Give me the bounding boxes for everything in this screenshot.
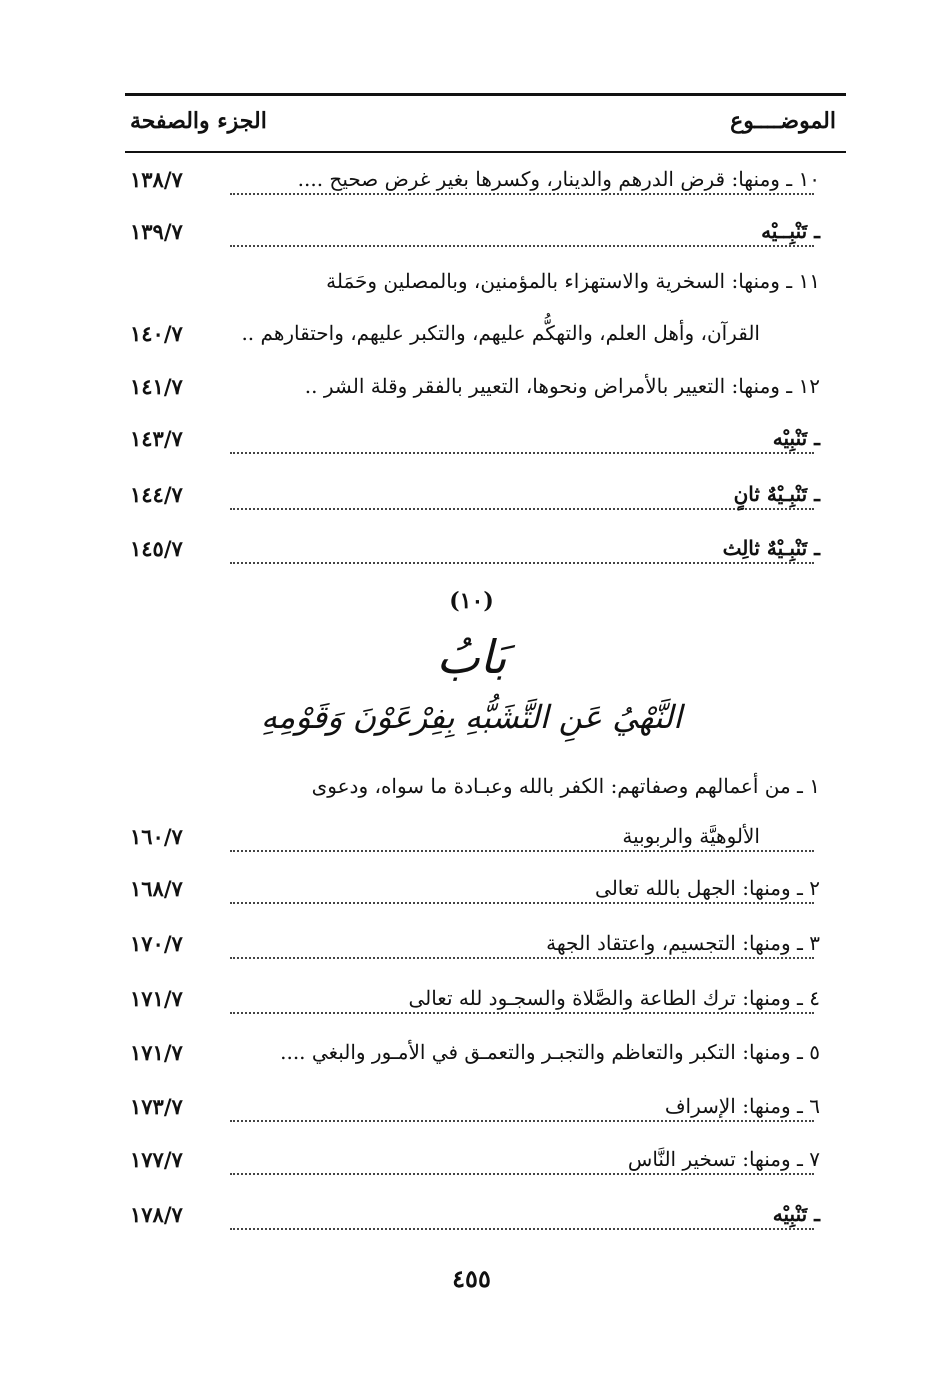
leader-dots — [230, 452, 814, 454]
entry-text: ٥ ـ ومنها: التكبر والتعاظم والتجبـر والتعمـق في الأمـور والبغي .... — [274, 1040, 820, 1064]
index-entry — [130, 215, 820, 255]
entry-text: ٣ ـ ومنها: التجسيم، واعتقاد الجهة — [540, 931, 820, 955]
leader-dots — [230, 508, 814, 510]
leader-dots — [230, 562, 814, 564]
entry-text: ـ تَنْبِيْه — [767, 1202, 820, 1226]
entry-page: ١٧٣/٧ — [130, 1094, 183, 1119]
leader-dots — [230, 193, 814, 195]
entry-page: ١٦٨/٧ — [130, 876, 183, 901]
index-entry — [130, 982, 820, 1022]
index-entry — [130, 1198, 820, 1238]
entry-text: ٤ ـ ومنها: ترك الطاعة والصَّلاة والسجـود لله تعالى — [402, 986, 820, 1010]
index-entry-continued — [130, 317, 820, 357]
index-entry — [130, 478, 820, 518]
leader-dots — [230, 1012, 814, 1014]
index-entry — [130, 770, 820, 810]
entry-text: ـ تَنْبِـيْهٌ ثانٍ — [728, 482, 820, 506]
index-entry — [130, 1036, 820, 1076]
leader-dots — [230, 1228, 814, 1230]
entry-text: ١٠ ـ ومنها: قرض الدرهم والدينار، وكسرها بغير غرض صحيح .... — [292, 167, 820, 191]
entry-text: ١٢ ـ ومنها: التعيير بالأمراض ونحوها، التعيير بالفقر وقلة الشر .. — [299, 374, 820, 398]
index-entry — [130, 163, 820, 203]
entry-text: ١١ ـ ومنها: السخرية والاستهزاء بالمؤمنين، وبالمصلين وحَمَلة — [320, 269, 820, 293]
index-entry — [130, 1143, 820, 1183]
top-rule — [125, 93, 846, 96]
index-entry — [130, 265, 820, 305]
entry-page: ١٧١/٧ — [130, 1040, 183, 1065]
header-topic: الموضــــوع — [730, 108, 836, 134]
leader-dots — [230, 1173, 814, 1175]
entry-page: ١٤٠/٧ — [130, 321, 183, 346]
index-entry-continued — [130, 820, 820, 860]
entry-text: ـ تَنْبِــيْه — [755, 219, 820, 243]
entry-page: ١٤٤/٧ — [130, 482, 183, 507]
leader-dots — [230, 1120, 814, 1122]
entry-page: ١٧٧/٧ — [130, 1147, 183, 1172]
entry-page: ١٤١/٧ — [130, 374, 183, 399]
leader-dots — [230, 902, 814, 904]
chapter-heading: بَابُ — [436, 630, 507, 684]
entry-text: ٢ ـ ومنها: الجهل بالله تعالى — [589, 876, 820, 900]
entry-text: ٧ ـ ومنها: تسخير النَّاس — [622, 1147, 820, 1171]
entry-page: ١٣٨/٧ — [130, 167, 183, 192]
entry-page: ١٧١/٧ — [130, 986, 183, 1011]
entry-text: القرآن، وأهل العلم، والتهكُّم عليهم، والتكبر عليهم، واحتقارهم .. — [235, 321, 760, 345]
entry-text: ١ ـ من أعمالهم وصفاتهم: الكفر بالله وعبـادة ما سواه، ودعوى — [306, 774, 820, 798]
index-entry — [130, 370, 820, 410]
index-entry — [130, 872, 820, 912]
entry-text: ـ تَنْبِـيْهٌ ثالِث — [717, 536, 820, 560]
header-volume-page: الجزء والصفحة — [130, 108, 267, 134]
entry-text: ٦ ـ ومنها: الإسراف — [659, 1094, 820, 1118]
leader-dots — [230, 957, 814, 959]
index-entry — [130, 1090, 820, 1130]
chapter-title: النَّهْيُ عَنِ التَّشَبُّهِ بِفِرْعَوْنَ وَقَوْمِهِ — [261, 698, 682, 736]
entry-page: ١٦٠/٧ — [130, 824, 183, 849]
page-number: ٤٥٥ — [452, 1264, 491, 1293]
entry-page: ١٧٨/٧ — [130, 1202, 183, 1227]
entry-page: ١٣٩/٧ — [130, 219, 183, 244]
leader-dots — [230, 850, 814, 852]
index-entry — [130, 422, 820, 462]
entry-page: ١٤٣/٧ — [130, 426, 183, 451]
index-entry — [130, 532, 820, 572]
entry-text: الألوهيَّة والربوبية — [616, 824, 760, 848]
index-entry — [130, 927, 820, 967]
chapter-number: (١٠) — [449, 588, 494, 614]
header-rule — [125, 151, 846, 153]
entry-text: ـ تَنْبِيْه — [767, 426, 820, 450]
leader-dots — [230, 245, 814, 247]
entry-page: ١٤٥/٧ — [130, 536, 183, 561]
entry-page: ١٧٠/٧ — [130, 931, 183, 956]
